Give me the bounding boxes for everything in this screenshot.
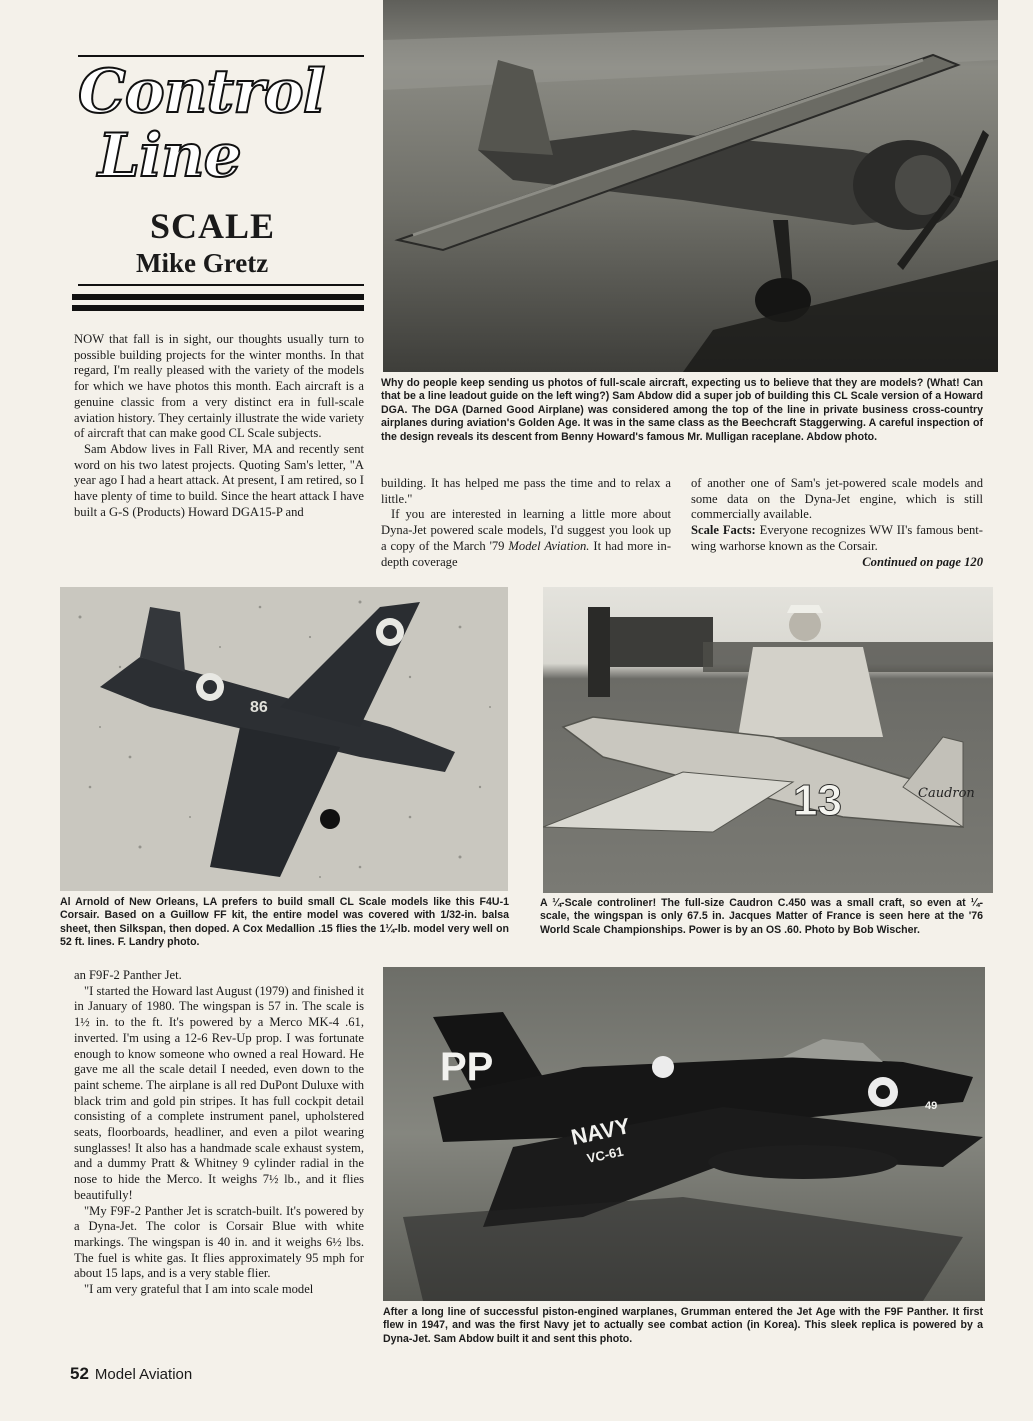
panther-photo — [383, 967, 985, 1301]
section-title: SCALE — [150, 206, 276, 246]
header-rule-thick-2 — [72, 305, 364, 311]
grateful-paragraph: "I am very grateful that I am into scale model — [84, 1282, 314, 1297]
panther-squadron-label: VC-61 — [585, 1143, 625, 1166]
header-rule-mid — [78, 284, 364, 286]
corsair-photo — [60, 587, 508, 891]
caudron-caption: A ¼-Scale controliner! The full-size Caudron C.450 was a small craft, so even at ¼-scale, the wingspan is only 67.5 in. Jacques Matter of France is seen here at the '76 World Scale Championships. Power is by an OS .60. Photo by Bob Wischer. — [540, 897, 983, 936]
corsair-number: 86 — [250, 699, 268, 716]
howard-dga-photo — [383, 0, 998, 372]
scale-facts-paragraph: Scale Facts: Everyone recognizes WW II's famous bent-wing warhorse known as the Corsair. — [691, 523, 983, 553]
intro-paragraph: NOW that fall is in sight, our thoughts usually turn to possible building projects for the winter months. In that regard, I'm really pleased with the variety of the models for which we have photos this month. Each aircraft is a genuine classic from a very distinct era in full-scale aviation history. They certainly illustrate the wide variety of aircraft that can make good CL Scale subjects. — [74, 332, 364, 441]
article-column-2 — [381, 476, 671, 570]
caudron-logo: Caudron — [918, 786, 975, 801]
panther-quote-paragraph: "My F9F-2 Panther Jet is scratch-built. It's powered by a Dyna-Jet. The color is Corsair Blue with white markings. The wingspan is 40 in. and it weighs 6½ lbs. The fuel is white gas. It flies approximately 95 mph for about 15 laps, and is a very stable flier. — [74, 1203, 364, 1281]
caudron-number: 13 — [793, 776, 842, 825]
panther-caption: After a long line of successful piston-engined warplanes, Grumman entered the Jet Age with the F9F Panther. It first flew in 1947, and was the first Navy jet to actually see combat action (in Korea). This sleek replica is powered by a Dyna-Jet. Sam Abdow built it and sent this photo. — [383, 1306, 983, 1345]
relax-paragraph: building. It has helped me pass the time and to relax a little." — [381, 476, 671, 506]
panther-nose-number: 49 — [925, 1100, 938, 1112]
logo-line-word: Line — [98, 121, 241, 191]
page-number: 52 — [70, 1364, 89, 1383]
panther-navy-label: NAVY — [568, 1113, 633, 1150]
caudron-photo — [543, 587, 993, 893]
author-byline: Mike Gretz — [136, 248, 269, 278]
article-column-1 — [74, 332, 364, 520]
howard-dga-caption: Why do people keep sending us photos of full-scale aircraft, expecting us to believe that they are models? (What! Can that be a line leadout guide on the left wing?) Sam Abdow did a super job of building this CL Scale version of a Howard DGA. The DGA (Darned Good Airplane) was considered among the top of the line in private business cross-country airplanes during aviation's Golden Age. It was in the same class as the Beechcraft Staggerwing. A careful inspection of the design reveals its descent from Benny Howard's famous Mr. Mulligan raceplane. Abdow photo. — [381, 377, 983, 443]
dyna-jet-paragraph: If you are interested in learning a little more about Dyna-Jet powered scale models, I'd suggest you look up a copy of the March '79 Model Aviation. It had more in-depth coverage — [381, 507, 672, 569]
panther-intro: an F9F-2 Panther Jet. — [74, 968, 182, 982]
howard-quote-paragraph: "I started the Howard last August (1979) and finished it in January of 1980. The wingspan is 57 in. The scale is 1½ in. to the ft. It's powered by a Merco MK-4 .61, inverted. I'm using a 12-6 Rev-Up prop. I was fortunate enough to know someone who owned a real Howard. He gave me all the scale detail I needed, even down to the paint scheme. The airplane is all red DuPont Duluxe with black trim and gold pin stripes. It has full cockpit detail consisting of a complete instrument panel, upholstered seats, floorboards, headliner, and even a pilot wearing sunglasses! It also has a handmade scale exhaust system, and a dummy Pratt & Whitney 9 cylinder radial in the nose to hide the Merco. It weighs 7½ lb., and it flies beautifully! — [74, 983, 364, 1202]
magazine-name: Model Aviation — [94, 1366, 193, 1383]
article-column-4 — [74, 968, 364, 1298]
panther-tail-code: PP — [440, 1045, 494, 1089]
logo-control-word: Control — [78, 57, 325, 127]
article-column-3 — [691, 476, 983, 570]
continued-link[interactable]: Continued on page 120 — [862, 554, 983, 569]
page-footer — [70, 1364, 192, 1384]
abdow-paragraph: Sam Abdow lives in Fall River, MA and recently sent word on his two latest projects. Quoting Sam's letter, "A year ago I had a heart attack. At present, I am retired, so I have plenty of time to build. Since the heart attack I have built a G-S (Products) Howard DGA15-P and — [74, 441, 364, 519]
jet-data-paragraph: of another one of Sam's jet-powered scale models and some data on the Dyna-Jet engine, which is still commercially available. — [691, 476, 983, 522]
corsair-caption: Al Arnold of New Orleans, LA prefers to build small CL Scale models like this F4U-1 Corsair. Based on a Guillow FF kit, the entire model was covered with 1/32-in. balsa sheet, then Silkspan, then doped. A Cox Medallion .15 flies the 1¼-lb. model very well on 52 ft. lines. F. Landry photo. — [60, 896, 509, 949]
header-rule-thick-1 — [72, 294, 364, 300]
